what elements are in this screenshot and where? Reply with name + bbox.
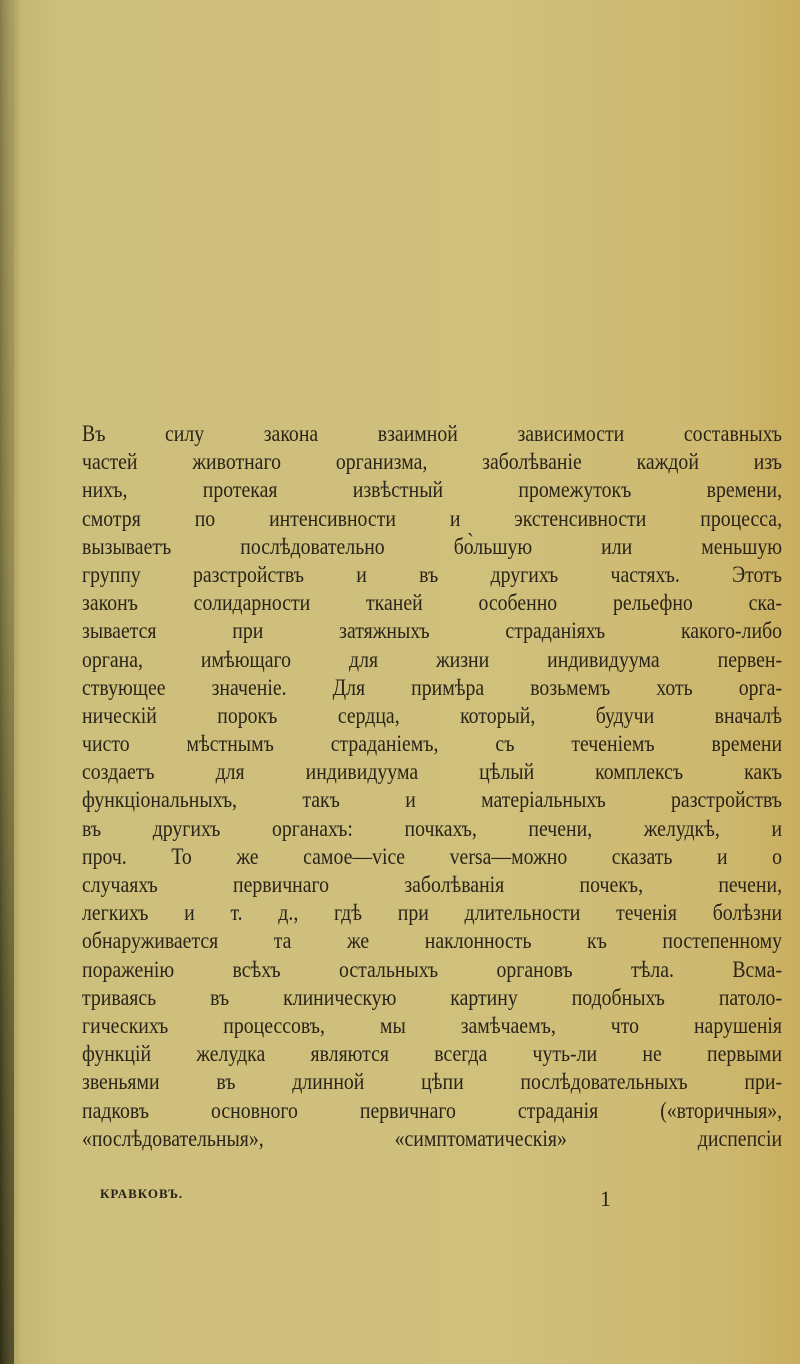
text-line: ническій порокъ сердца, который, будучи вначалѣ: [82, 702, 783, 728]
text-line: чисто мѣстнымъ страданіемъ, съ теченіемъ времени: [82, 731, 783, 757]
text-line: гическихъ процессовъ, мы замѣчаемъ, что нарушенія: [82, 1012, 783, 1038]
text-line: группу разстройствъ и въ другихъ частяхъ. Этотъ: [82, 561, 783, 587]
text-line: пораженію всѣхъ остальныхъ органовъ тѣла. Всма-: [82, 956, 783, 982]
text-line: органа, имѣющаго для жизни индивидуума первен-: [82, 646, 783, 672]
text-line: частей животнаго организма, заболѣваніе каждой изъ: [82, 449, 783, 475]
text-line: триваясь въ клиническую картину подобныхъ патоло-: [82, 984, 783, 1010]
text-line: «послѣдовательныя», «симптоматическія» диспепсіи: [82, 1125, 783, 1151]
text-line: нихъ, протекая извѣстный промежутокъ времени,: [82, 477, 783, 503]
text-line: проч. То же самое—vice versa—можно сказать и о: [82, 843, 783, 869]
text-line: случаяхъ первичнаго заболѣванія почекъ, печени,: [82, 872, 783, 897]
text-line: зывается при затяжныхъ страданіяхъ какого-либо: [82, 618, 783, 644]
text-line: законъ солидарности тканей особенно рельефно ска-: [82, 590, 783, 616]
text-line: въ другихъ органахъ: почкахъ, печени, желудкѣ, и: [82, 815, 783, 841]
body-text: [82, 420, 782, 1153]
text-line: Въ силу закона взаимной зависимости составныхъ: [82, 421, 783, 446]
text-line: вызываетъ послѣдовательно бо̀льшую или меньшую: [82, 533, 783, 559]
text-line: функціональныхъ, такъ и матеріальныхъ разстройствъ: [82, 787, 783, 813]
text-line: звеньями въ длинной цѣпи послѣдовательныхъ при-: [82, 1069, 783, 1095]
text-line: функцій желудка являются всегда чуть-ли не первыми: [82, 1041, 783, 1067]
page-footer: [100, 1180, 700, 1210]
text-line: обнаруживается та же наклонность къ постепенному: [82, 928, 783, 954]
text-line: ствующее значеніе. Для примѣра возьмемъ хоть орга-: [82, 674, 783, 700]
book-binding-edge: [0, 0, 14, 1364]
page-number: 1: [600, 1186, 611, 1211]
text-line: падковъ основного первичнаго страданія («вторичныя»,: [82, 1097, 783, 1123]
signature-mark: КРАВКОВЪ.: [100, 1186, 184, 1201]
text-line: смотря по интенсивности и экстенсивности процесса,: [82, 505, 783, 531]
text-line: создаетъ для индивидуума цѣлый комплексъ какъ: [82, 759, 783, 785]
text-line: легкихъ и т. д., гдѣ при длительности теченія болѣзни: [82, 900, 783, 926]
